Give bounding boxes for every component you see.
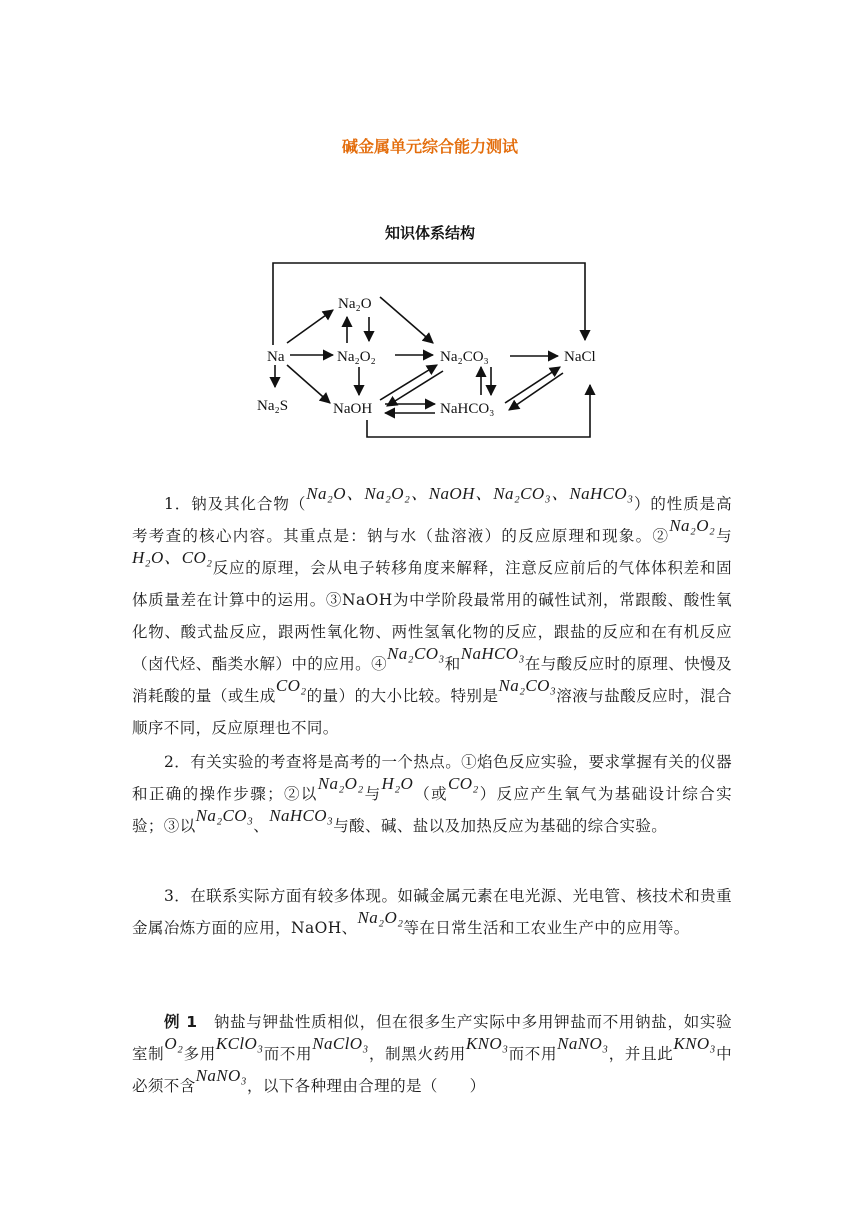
formula: H₂O、CO₂: [132, 548, 213, 567]
p2-text-2: 与: [363, 785, 382, 803]
formula: NaHCO₃: [460, 644, 525, 663]
formula: Na₂O₂: [357, 908, 404, 927]
arrow-na2o-to-na2co3: [380, 297, 433, 343]
arrow-na-to-na2o: [287, 310, 333, 343]
paragraph-1: [132, 484, 733, 744]
formula: H₂O: [381, 774, 414, 793]
ex-text-4: ，制黑火药用: [368, 1045, 466, 1063]
node-na: Na: [267, 349, 285, 365]
formula: O₂: [164, 1034, 184, 1053]
ex-text-6: ，并且此: [608, 1045, 674, 1063]
node-na2co3: Na₂CO₃: [440, 349, 489, 365]
formula: Na₂CO₃: [387, 644, 445, 663]
node-na2o2: Na₂O₂: [337, 349, 376, 365]
page-title: 碱金属单元综合能力测试: [341, 137, 518, 156]
p1-text-2: ）的性质是高考考查的核心内容。其重点是：钠与水（盐溶液）的反应原理和现象。②: [132, 495, 733, 545]
node-na2s: Na₂S: [257, 398, 289, 414]
arrow-na2co3-to-naoh: [387, 371, 443, 406]
p1-text-7: 的量）的大小比较。特别是: [306, 687, 499, 705]
p3-text-1: 3．在联系实际方面有较多体现。如碱金属元素在电光源、光电管、核技术和贵重金属冶炼方面的应用，NaOH、: [132, 887, 732, 937]
reaction-diagram: [255, 255, 605, 445]
node-naoh: NaOH: [333, 401, 373, 417]
p1-text-3: 与: [715, 527, 732, 545]
formula: Na₂O₂: [669, 516, 716, 535]
paragraph-2: [132, 746, 732, 842]
formula: NaNO₃: [195, 1066, 247, 1085]
formula: Na₂CO₃: [195, 806, 254, 825]
p1-text-1: 1．钠及其化合物（: [164, 495, 307, 513]
p1-text-6: 在与酸反应时的原理、快慢及消耗酸的量（或生成: [132, 655, 732, 705]
formula: Na₂CO₃: [498, 676, 557, 695]
p2-text-1: 2．有关实验的考查将是高考的一个热点。①焰色反应实验，要求掌握有关的仪器和正确的操作步骤；②以: [132, 753, 732, 803]
formula: KNO₃: [673, 1034, 716, 1053]
node-nacl: NaCl: [564, 349, 596, 365]
p1-text-5: 和: [444, 655, 461, 673]
formula: NaHCO₃: [269, 806, 334, 825]
arrow-nacl-to-nahco3: [509, 373, 563, 410]
example-1: [132, 1006, 732, 1102]
formula: Na₂O、Na₂O₂、NaOH、Na₂CO₃、NaHCO₃: [306, 484, 634, 503]
ex-text-5: 而不用: [508, 1045, 558, 1063]
p1-text-8: 溶液与盐酸反应时，混合顺序不同，反应原理也不同。: [132, 687, 732, 737]
paragraph-3: [132, 880, 732, 944]
arrow-na-to-nacl-top: [273, 263, 585, 345]
p2-text-3: （或: [413, 785, 448, 803]
example-label: 例 1: [164, 1013, 198, 1031]
section-title: 知识体系结构: [384, 224, 475, 242]
p2-text-6: 与酸、碱、盐以及加热反应为基础的综合实验。: [333, 817, 668, 835]
formula: Na₂O₂: [317, 774, 364, 793]
ex-text-1: 钠盐与钾盐性质相似，但在很多生产实际中多用钾盐而不用钠盐，如实验室制: [132, 1013, 732, 1063]
arrow-nahco3-to-nacl: [505, 367, 560, 403]
formula: CO₂: [447, 774, 479, 793]
p2-text-5: 、: [253, 817, 270, 835]
node-na2o: Na₂O: [338, 296, 372, 312]
formula: NaClO₃: [312, 1034, 369, 1053]
ex-text-8: ，以下各种理由合理的是（ ）: [246, 1077, 486, 1095]
formula: CO₂: [275, 676, 307, 695]
arrow-naoh-to-na2co3: [380, 365, 437, 400]
formula: KClO₃: [215, 1034, 264, 1053]
p3-text-2: 等在日常生活和工农业生产中的应用等。: [403, 919, 690, 937]
p1-text-4: 反应的原理，会从电子转移角度来解释，注意反应前后的气体体积差和固体质量差在计算中的运用。③NaOH为中学阶段最常用的碱性试剂，常跟酸、酸性氧化物、酸式盐反应，跟两性氧化物、两性氢氧化物的反应，跟盐的反应和在有机反应（卤代烃、酯类水解）中的应用。④: [132, 559, 732, 673]
ex-text-7: 中必须不含: [132, 1045, 733, 1095]
ex-text-2: 多用: [183, 1045, 216, 1063]
ex-text-3: 而不用: [263, 1045, 313, 1063]
arrow-na-to-naoh: [287, 365, 330, 403]
formula: NaNO₃: [557, 1034, 609, 1053]
p2-text-4: ）反应产生氧气为基础设计综合实验；③以: [132, 785, 732, 835]
node-nahco3: NaHCO₃: [440, 401, 495, 417]
formula: KNO₃: [465, 1034, 509, 1053]
